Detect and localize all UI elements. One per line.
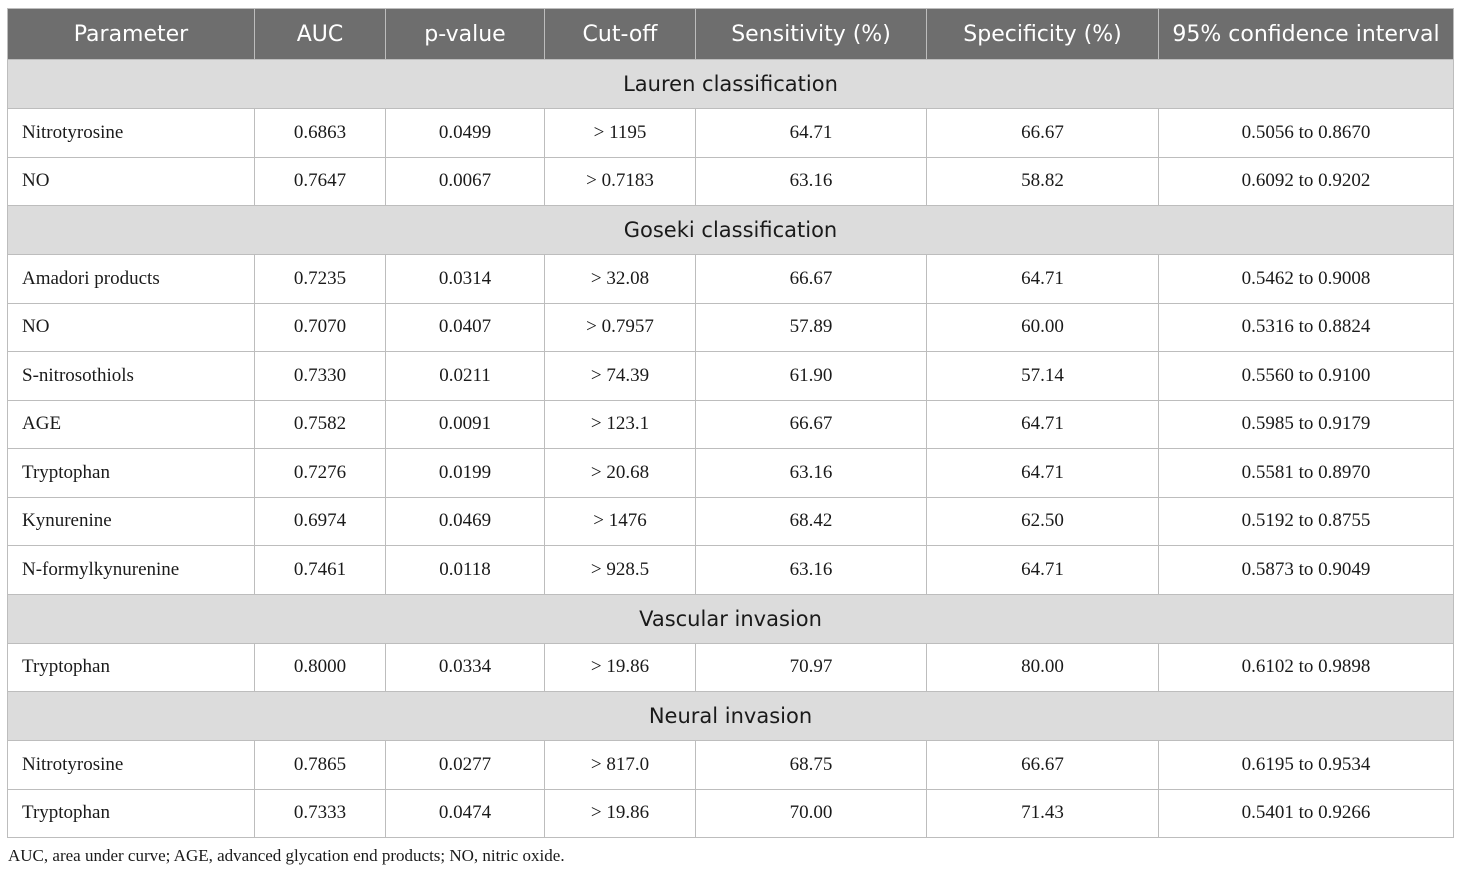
cell-parameter: NO: [8, 303, 255, 352]
table-row: [8, 643, 1454, 692]
cell-specificity: 62.50: [927, 497, 1159, 546]
cell-sensitivity: 64.71: [696, 109, 927, 158]
cell-auc: 0.7070: [255, 303, 386, 352]
section-row: [8, 594, 1454, 643]
cell-cut-off: > 0.7183: [545, 157, 696, 206]
cell-p-value: 0.0469: [386, 497, 545, 546]
cell-sensitivity: 70.97: [696, 643, 927, 692]
cell-cut-off: > 19.86: [545, 643, 696, 692]
cell-cut-off: > 20.68: [545, 449, 696, 498]
cell-confidence-interval: 0.5401 to 0.9266: [1159, 789, 1454, 838]
cell-parameter: NO: [8, 157, 255, 206]
cell-sensitivity: 63.16: [696, 157, 927, 206]
column-header-cut-off: Cut-off: [545, 9, 696, 60]
table-row: [8, 352, 1454, 401]
cell-sensitivity: 68.75: [696, 741, 927, 790]
cell-specificity: 57.14: [927, 352, 1159, 401]
cell-confidence-interval: 0.6102 to 0.9898: [1159, 643, 1454, 692]
cell-auc: 0.7865: [255, 741, 386, 790]
cell-p-value: 0.0334: [386, 643, 545, 692]
cell-specificity: 64.71: [927, 400, 1159, 449]
cell-parameter: Tryptophan: [8, 449, 255, 498]
table-row: [8, 449, 1454, 498]
cell-confidence-interval: 0.6195 to 0.9534: [1159, 741, 1454, 790]
cell-auc: 0.7582: [255, 400, 386, 449]
cell-p-value: 0.0314: [386, 255, 545, 304]
section-row: [8, 692, 1454, 741]
cell-sensitivity: 57.89: [696, 303, 927, 352]
cell-specificity: 64.71: [927, 546, 1159, 595]
cell-cut-off: > 1195: [545, 109, 696, 158]
cell-specificity: 80.00: [927, 643, 1159, 692]
cell-parameter: Amadori products: [8, 255, 255, 304]
cell-confidence-interval: 0.5462 to 0.9008: [1159, 255, 1454, 304]
cell-cut-off: > 32.08: [545, 255, 696, 304]
cell-auc: 0.7235: [255, 255, 386, 304]
table-row: [8, 497, 1454, 546]
cell-specificity: 71.43: [927, 789, 1159, 838]
column-header-specificity: Specificity (%): [927, 9, 1159, 60]
cell-p-value: 0.0067: [386, 157, 545, 206]
cell-auc: 0.7330: [255, 352, 386, 401]
cell-confidence-interval: 0.5316 to 0.8824: [1159, 303, 1454, 352]
cell-sensitivity: 66.67: [696, 255, 927, 304]
cell-auc: 0.6974: [255, 497, 386, 546]
cell-parameter: Tryptophan: [8, 643, 255, 692]
header-row: [8, 9, 1454, 60]
cell-confidence-interval: 0.5873 to 0.9049: [1159, 546, 1454, 595]
cell-auc: 0.7333: [255, 789, 386, 838]
cell-cut-off: > 74.39: [545, 352, 696, 401]
section-title: Vascular invasion: [8, 594, 1454, 643]
cell-sensitivity: 66.67: [696, 400, 927, 449]
cell-sensitivity: 63.16: [696, 449, 927, 498]
table-row: [8, 303, 1454, 352]
cell-specificity: 64.71: [927, 255, 1159, 304]
column-header-auc: AUC: [255, 9, 386, 60]
table-row: [8, 400, 1454, 449]
cell-confidence-interval: 0.5192 to 0.8755: [1159, 497, 1454, 546]
section-title: Lauren classification: [8, 60, 1454, 109]
cell-p-value: 0.0499: [386, 109, 545, 158]
cell-specificity: 66.67: [927, 109, 1159, 158]
table-footnote: AUC, area under curve; AGE, advanced glycation end products; NO, nitric oxide.: [8, 846, 565, 865]
cell-sensitivity: 61.90: [696, 352, 927, 401]
cell-cut-off: > 19.86: [545, 789, 696, 838]
cell-parameter: S-nitrosothiols: [8, 352, 255, 401]
cell-auc: 0.7461: [255, 546, 386, 595]
cell-p-value: 0.0474: [386, 789, 545, 838]
table-row: [8, 741, 1454, 790]
cell-parameter: AGE: [8, 400, 255, 449]
section-title: Neural invasion: [8, 692, 1454, 741]
cell-confidence-interval: 0.5985 to 0.9179: [1159, 400, 1454, 449]
results-table: [7, 8, 1454, 838]
column-header-sensitivity: Sensitivity (%): [696, 9, 927, 60]
cell-parameter: Kynurenine: [8, 497, 255, 546]
cell-sensitivity: 70.00: [696, 789, 927, 838]
cell-sensitivity: 63.16: [696, 546, 927, 595]
cell-auc: 0.8000: [255, 643, 386, 692]
column-header-confidence-interval: 95% confidence interval: [1159, 9, 1454, 60]
cell-confidence-interval: 0.5560 to 0.9100: [1159, 352, 1454, 401]
section-title: Goseki classification: [8, 206, 1454, 255]
cell-cut-off: > 0.7957: [545, 303, 696, 352]
cell-confidence-interval: 0.6092 to 0.9202: [1159, 157, 1454, 206]
cell-parameter: Nitrotyrosine: [8, 741, 255, 790]
cell-auc: 0.7276: [255, 449, 386, 498]
table-row: [8, 255, 1454, 304]
cell-p-value: 0.0199: [386, 449, 545, 498]
table-row: [8, 789, 1454, 838]
cell-parameter: Nitrotyrosine: [8, 109, 255, 158]
table-row: [8, 109, 1454, 158]
cell-confidence-interval: 0.5581 to 0.8970: [1159, 449, 1454, 498]
cell-specificity: 66.67: [927, 741, 1159, 790]
cell-cut-off: > 1476: [545, 497, 696, 546]
cell-sensitivity: 68.42: [696, 497, 927, 546]
cell-cut-off: > 123.1: [545, 400, 696, 449]
column-header-parameter: Parameter: [8, 9, 255, 60]
cell-p-value: 0.0277: [386, 741, 545, 790]
table-row: [8, 157, 1454, 206]
cell-auc: 0.6863: [255, 109, 386, 158]
cell-parameter: N-formylkynurenine: [8, 546, 255, 595]
cell-confidence-interval: 0.5056 to 0.8670: [1159, 109, 1454, 158]
cell-p-value: 0.0118: [386, 546, 545, 595]
column-header-p-value: p-value: [386, 9, 545, 60]
cell-p-value: 0.0091: [386, 400, 545, 449]
cell-specificity: 58.82: [927, 157, 1159, 206]
cell-cut-off: > 817.0: [545, 741, 696, 790]
cell-p-value: 0.0407: [386, 303, 545, 352]
cell-p-value: 0.0211: [386, 352, 545, 401]
cell-parameter: Tryptophan: [8, 789, 255, 838]
cell-auc: 0.7647: [255, 157, 386, 206]
cell-cut-off: > 928.5: [545, 546, 696, 595]
cell-specificity: 64.71: [927, 449, 1159, 498]
table-row: [8, 546, 1454, 595]
cell-specificity: 60.00: [927, 303, 1159, 352]
section-row: [8, 60, 1454, 109]
section-row: [8, 206, 1454, 255]
